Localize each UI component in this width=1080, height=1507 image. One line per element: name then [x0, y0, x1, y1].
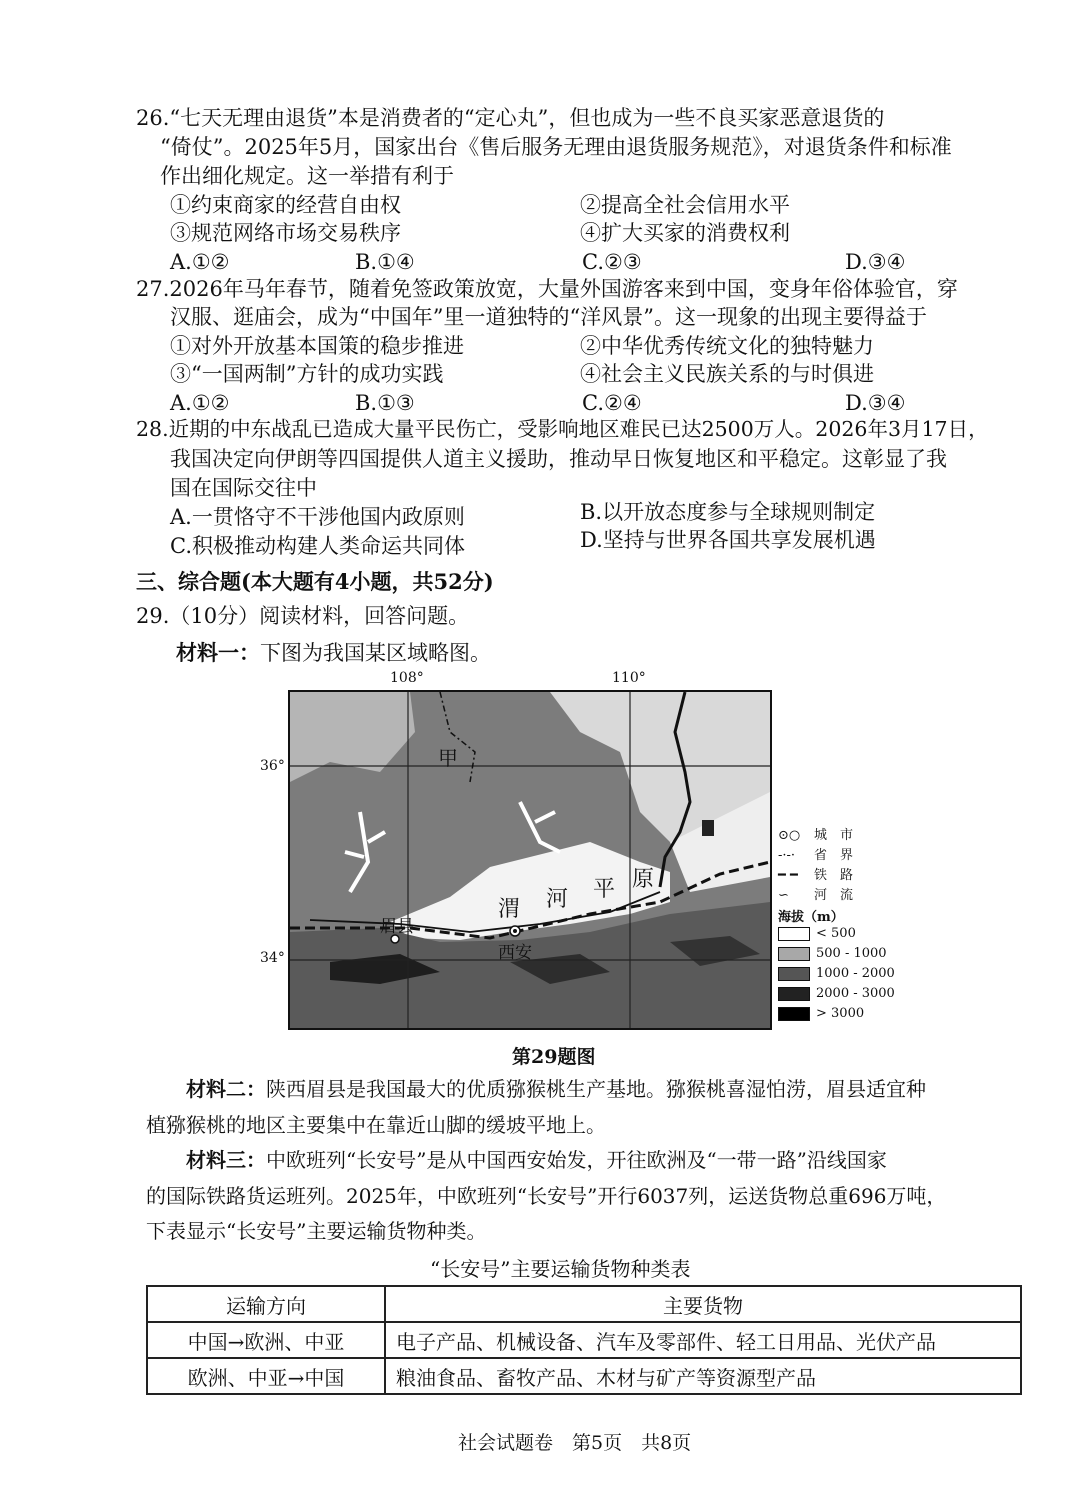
q26-stem-line3: 作出细化规定。这一举措有利于 — [160, 164, 454, 188]
lat-36-label: 36° — [260, 758, 285, 774]
material-2-line2: 植猕猴桃的地区主要集中在靠近山脚的缓坡平地上。 — [146, 1113, 606, 1137]
q28-option-d: D.坚持与世界各国共享发展机遇 — [580, 528, 876, 552]
meixian-label: 眉县 — [380, 917, 414, 937]
swatch-5 — [778, 1007, 810, 1021]
legend-elev-2-label: 500 - 1000 — [816, 946, 887, 961]
q27-option-d: D.③④ — [845, 391, 906, 415]
row-1-goods: 电子产品、机械设备、汽车及零部件、轻工日用品、光伏产品 — [385, 1322, 1021, 1358]
q26-statement-3: ③规范网络市场交易秩序 — [170, 221, 401, 245]
q29-intro: 29.（10分）阅读材料，回答问题。 — [136, 604, 470, 628]
header-goods: 主要货物 — [385, 1286, 1021, 1322]
legend-elev-title: 海拔（m） — [778, 910, 844, 925]
region-jia-label: 甲 — [438, 746, 458, 770]
q27-statement-2: ②中华优秀传统文化的独特魅力 — [580, 334, 874, 358]
material-3-line3: 下表显示“长安号”主要运输货物种类。 — [146, 1219, 487, 1243]
table-row — [147, 1322, 1021, 1358]
q27-statement-4: ④社会主义民族关系的与时俱进 — [580, 362, 874, 386]
legend-elev-4-label: 2000 - 3000 — [816, 986, 895, 1001]
table-title: “长安号”主要运输货物种类表 — [430, 1257, 691, 1281]
q28-stem-line2: 我国决定向伊朗等四国提供人道主义援助，推动早日恢复地区和平稳定。这彰显了我 — [170, 447, 947, 471]
legend-elev-1 — [778, 926, 856, 941]
legend-city-label: 城 市 — [814, 828, 854, 843]
legend-river: ∽ 河 流 — [778, 888, 854, 903]
q27-statement-1: ①对外开放基本国策的稳步推进 — [170, 334, 464, 358]
q26-option-d: D.③④ — [845, 250, 906, 274]
plain-char-4: 原 — [632, 867, 655, 892]
q26-statement-4: ④扩大买家的消费权利 — [580, 221, 790, 245]
legend-elev-5 — [778, 1006, 864, 1021]
row-1-direction: 中国→欧洲、中亚 — [147, 1322, 385, 1358]
q28-stem-line1: 28.近期的中东战乱已造成大量平民伤亡，受影响地区难民已达2500万人。2026年3月17日， — [136, 417, 989, 441]
legend-railway-label: 铁 路 — [814, 868, 854, 883]
table-header-row — [147, 1286, 1021, 1322]
legend-elev-2 — [778, 946, 887, 961]
material-2-line1 — [186, 1075, 926, 1104]
legend-border: -·-· 省 界 — [778, 848, 854, 863]
q28-option-a: A.一贯恪守不干涉他国内政原则 — [170, 505, 465, 529]
q26-statement-2: ②提高全社会信用水平 — [580, 193, 790, 217]
q26-option-a: A.①② — [170, 250, 230, 274]
swatch-3 — [778, 967, 810, 981]
q27-statement-3: ③“一国两制”方针的成功实践 — [170, 362, 444, 386]
q27-stem-line1: 27.2026年马年春节，随着免签政策放宽，大量外国游客来到中国，变身年俗体验官，穿 — [136, 277, 958, 301]
page-footer: 社会试题卷 第5页 共8页 — [458, 1432, 692, 1454]
table-row — [147, 1358, 1021, 1394]
q28-stem-line3: 国在国际交往中 — [170, 476, 317, 500]
material-1-text: 下图为我国某区域略图。 — [260, 641, 491, 665]
lon-108-label: 108° — [390, 670, 424, 686]
map-area — [288, 690, 772, 1030]
legend-city: ⊙○ 城 市 — [778, 828, 854, 843]
q27-option-a: A.①② — [170, 391, 230, 415]
q28-option-b: B.以开放态度参与全球规则制定 — [580, 500, 876, 524]
material-1 — [176, 638, 491, 668]
section-heading: 三、综合题(本大题有4小题，共52分) — [136, 569, 494, 594]
q26-stem-line2: “倚仗”。2025年5月，国家出台《售后服务无理由退货服务规范》，对退货条件和标准 — [160, 135, 952, 159]
q27-option-b: B.①③ — [355, 391, 415, 415]
swatch-2 — [778, 947, 810, 961]
q27-option-c: C.②④ — [582, 391, 642, 415]
plain-char-2: 河 — [546, 887, 569, 912]
row-2-goods: 粮油食品、畜牧产品、木材与矿产等资源型产品 — [385, 1358, 1021, 1394]
material-1-label: 材料一： — [176, 640, 260, 665]
plain-char-3: 平 — [593, 877, 616, 902]
legend-elev-3-label: 1000 - 2000 — [816, 966, 895, 981]
material-3-line2: 的国际铁路货运班列。2025年，中欧班列“长安号”开行6037列，运送货物总重696万吨， — [146, 1184, 947, 1208]
material-3-line1 — [186, 1146, 887, 1175]
q26-option-b: B.①④ — [355, 250, 415, 274]
material-2-text1: 陕西眉县是我国最大的优质猕猴桃生产基地。猕猴桃喜湿怕涝，眉县适宜种 — [266, 1077, 926, 1101]
region-map-figure — [248, 668, 908, 1034]
swatch-4 — [778, 987, 810, 1001]
q28-option-c: C.积极推动构建人类命运共同体 — [170, 534, 465, 558]
xian-label: 西安 — [498, 943, 532, 963]
q26-option-c: C.②③ — [582, 250, 642, 274]
header-direction: 运输方向 — [147, 1286, 385, 1322]
goods-table — [146, 1285, 1022, 1395]
legend-river-label: 河 流 — [814, 888, 854, 903]
legend-elev-3 — [778, 966, 895, 981]
terrain-map — [290, 692, 770, 1028]
q27-stem-line2: 汉服、逛庙会，成为“中国年”里一道独特的“洋风景”。这一现象的出现主要得益于 — [170, 305, 927, 329]
figure-caption: 第29题图 — [512, 1046, 596, 1068]
material-3-label: 材料三： — [186, 1148, 266, 1172]
lon-110-label: 110° — [612, 670, 646, 686]
lat-34-label: 34° — [260, 950, 285, 966]
xian-city-dot — [513, 929, 517, 933]
plain-char-1: 渭 — [498, 897, 521, 922]
legend-elev-4 — [778, 986, 895, 1001]
legend-elev-1-label: < 500 — [816, 926, 856, 941]
material-2-label: 材料二： — [186, 1077, 266, 1101]
material-3-text1: 中欧班列“长安号”是从中国西安始发，开往欧洲及“一带一路”沿线国家 — [266, 1148, 887, 1172]
lake — [702, 820, 714, 836]
q26-stem-line1: 26.“七天无理由退货”本是消费者的“定心丸”，但也成为一些不良买家恶意退货的 — [136, 106, 885, 130]
row-2-direction: 欧洲、中亚→中国 — [147, 1358, 385, 1394]
legend-elev-5-label: > 3000 — [816, 1006, 865, 1021]
legend-border-label: 省 界 — [814, 848, 854, 863]
legend-railway: ━ ━ 铁 路 — [778, 868, 854, 883]
swatch-1 — [778, 927, 810, 941]
q26-statement-1: ①约束商家的经营自由权 — [170, 193, 401, 217]
